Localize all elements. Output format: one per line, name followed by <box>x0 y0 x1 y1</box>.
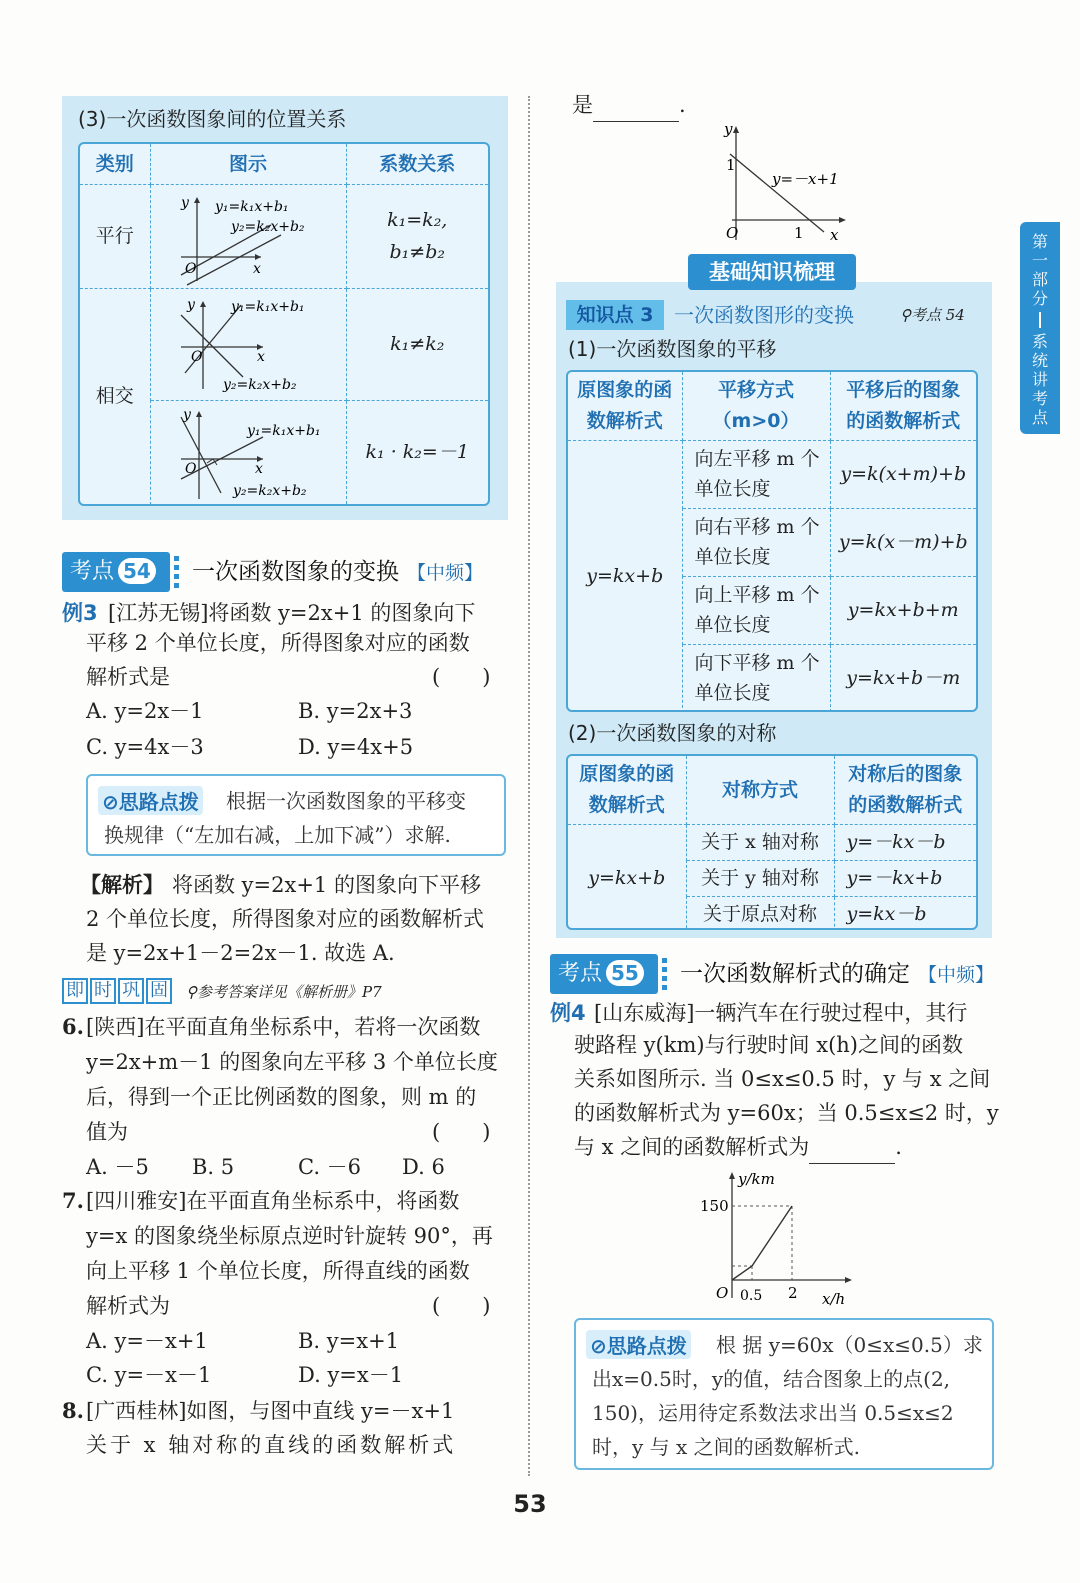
shift-way-up: 向上平移 m 个 单位长度 <box>682 576 830 644</box>
ex3-opt-d: D. y=4x+5 <box>298 735 414 759</box>
graph-label-1: y₁=k₁x+b₁ <box>214 198 289 215</box>
hint1-line-1: 根据一次函数图象的平移变 <box>226 789 466 813</box>
q6-opt-a: A. －5 <box>86 1155 149 1179</box>
graph3-o: O <box>184 460 196 477</box>
rel-fig-intersect <box>150 288 346 400</box>
rel-cat-parallel: 平行 <box>80 184 150 288</box>
graph2-x: x <box>256 348 265 365</box>
jishi-char-2: 时 <box>90 978 116 1004</box>
q7-line-4: 解析式为 <box>86 1294 170 1318</box>
kaodian-title: 一次函数图象的变换 【中频】 <box>192 559 484 585</box>
shift-res-left: y=k(x+m)+b <box>830 440 976 508</box>
graph2-label-1: y₁=k₁x+b₁ <box>230 298 305 315</box>
rel-fig-perp <box>150 400 346 504</box>
g2-05: 0.5 <box>740 1288 763 1304</box>
graph-o: O <box>184 260 196 277</box>
q6-line-3: 后，得到一个正比例函数的图象，则 m 的 <box>86 1085 477 1109</box>
zsd3-tag: 知识点 3 <box>566 300 664 330</box>
zsd3-ref: ⚲考点 54 <box>900 306 965 324</box>
q6-paren: ( ) <box>432 1120 491 1144</box>
q7-paren: ( ) <box>432 1294 491 1318</box>
relation-table <box>78 142 490 506</box>
ex3-paren: ( ) <box>432 665 491 689</box>
page-number: 53 <box>513 1490 547 1518</box>
jishi-char-1: 即 <box>62 978 88 1004</box>
q8-line-1: [广西桂林]如图，与图中直线 y=－x+1 <box>86 1399 455 1423</box>
sym-orig: y=kx+b <box>568 824 686 930</box>
hint2-line-2: 出x=0.5时，y的值，结合图象上的点(2, <box>592 1367 951 1391</box>
graph3-label-2: y₂=k₂x+b₂ <box>232 482 307 499</box>
ex3-opt-c: C. y=4x－3 <box>86 735 204 759</box>
q7-opt-c: C. y=－x－1 <box>86 1363 212 1387</box>
rel-coef-parallel <box>346 184 488 288</box>
distance-time-graph <box>696 1166 866 1310</box>
p2-title: (2)一次函数图象的对称 <box>568 721 777 745</box>
q6-opt-b: B. 5 <box>192 1155 235 1179</box>
kaodian-55-header <box>550 954 995 994</box>
kaodian-num: 54 <box>118 558 156 584</box>
shift-h-way: 平移方式 （m>0） <box>682 372 830 440</box>
rel-coef-intersect: k₁≠k₂ <box>346 288 488 400</box>
q7-line-3: 向上平移 1 个单位长度，所得直线的函数 <box>86 1259 470 1283</box>
jichu-banner: 基础知识梳理 <box>688 254 856 290</box>
sym-h-way: 对称方式 <box>686 756 834 824</box>
ex4-line-1: [山东威海]一辆汽车在行驶过程中，其行 <box>594 1001 968 1025</box>
shift-way-left: 向左平移 m 个 单位长度 <box>682 440 830 508</box>
perpendicular-graph <box>151 401 347 503</box>
kaodian-tag: 考点 54 <box>62 552 170 592</box>
ex4-line-4: 的函数解析式为 y=60x；当 0.5≤x≤2 时，y <box>574 1101 999 1125</box>
graph2-label-2: y₂=k₂x+b₂ <box>222 376 297 393</box>
ex3-line-1: [江苏无锡]将函数 y=2x+1 的图象向下 <box>108 601 476 625</box>
q6-line-2: y=2x+m－1 的图象向左平移 3 个单位长度 <box>86 1050 498 1074</box>
sol-line-1: 将函数 y=2x+1 的图象向下平移 <box>172 873 481 897</box>
sym-way-y: 关于 y 轴对称 <box>686 860 834 896</box>
q6-opt-d: D. 6 <box>402 1155 445 1179</box>
hint1-line-2: 换规律（“左加右减，上加下减”）求解. <box>104 823 451 847</box>
sol-line-3: 是 y=2x+1－2=2x－1. 故选 A. <box>86 941 395 965</box>
q7-num: 7. <box>62 1188 84 1213</box>
sym-h-orig: 原图象的函 数解析式 <box>568 756 686 824</box>
sym-res-o: y=kx－b <box>846 903 927 926</box>
sidebar-b: 系统讲考点 <box>1031 332 1048 427</box>
kaodian55-title: 一次函数解析式的确定 【中频】 <box>680 961 995 987</box>
hint-box-2 <box>574 1318 994 1470</box>
q6-opt-c: C. －6 <box>298 1155 362 1179</box>
shift-table <box>566 370 978 712</box>
rel-cat-intersect: 相交 <box>80 288 150 504</box>
ex4-line-5: 与 x 之间的函数解析式为 . <box>574 1130 902 1164</box>
ex3-label: 例3 <box>62 601 98 625</box>
hint2-line-4: 时，y 与 x 之间的函数解析式. <box>592 1435 861 1459</box>
ex4-label: 例4 <box>550 1001 586 1025</box>
q8-cont: 是 . <box>572 88 686 122</box>
g2-2: 2 <box>788 1284 798 1302</box>
hint2-line-1: 根 据 y=60x（0≤x≤0.5）求 <box>716 1333 983 1357</box>
q8-blank[interactable] <box>593 98 679 122</box>
sidebar-tab <box>1020 222 1060 434</box>
g1-x: x <box>830 226 839 244</box>
graph-neg-x-plus-1 <box>712 120 872 246</box>
kaodian55-freq: 【中频】 <box>918 964 995 986</box>
ex4-line-3: 关系如图所示. 当 0≤x≤0.5 时，y 与 x 之间 <box>574 1067 991 1091</box>
g1-y: y <box>724 120 733 138</box>
ex3-line-2: 平移 2 个单位长度，所得图象对应的函数 <box>86 631 470 655</box>
jishi-char-3: 巩 <box>118 978 144 1004</box>
q6-line-1: [陕西]在平面直角坐标系中，若将一次函数 <box>86 1015 481 1039</box>
graph2-y: y <box>186 296 195 313</box>
graph3-label-1: y₁=k₁x+b₁ <box>246 422 321 439</box>
shift-way-down: 向下平移 m 个 单位长度 <box>682 644 830 712</box>
q7-opt-d: D. y=x－1 <box>298 1363 404 1387</box>
g2-ylabel: y/km <box>738 1170 775 1188</box>
graph-label-2: y₂=k₂x+b₂ <box>230 218 305 235</box>
kaodian-freq: 【中频】 <box>407 562 484 584</box>
sym-way-o: 关于原点对称 <box>686 896 834 930</box>
rel-h-cat: 类别 <box>80 144 150 184</box>
shift-h-res: 平移后的图象 的函数解析式 <box>830 372 976 440</box>
sol-line-2: 2 个单位长度，所得图象对应的函数解析式 <box>86 907 485 931</box>
g1-one-x: 1 <box>794 224 804 242</box>
shift-res-down: y=kx+b－m <box>846 667 961 690</box>
rel-fig-parallel <box>150 184 346 288</box>
g2-o: O <box>716 1284 729 1302</box>
kaodian55-tag: 考点 55 <box>550 954 658 994</box>
q8-num: 8. <box>62 1398 84 1423</box>
zsd3-title: 一次函数图形的变换 <box>674 303 854 327</box>
sym-h-res: 对称后的图象 的函数解析式 <box>834 756 976 824</box>
jishi-ref: ⚲参考答案详见《解析册》P7 <box>186 983 382 1001</box>
g1-o: O <box>726 224 739 242</box>
sidebar-a: 第一部分 <box>1031 232 1048 308</box>
rel-h-coef: 系数关系 <box>346 144 488 184</box>
parallel-graph <box>151 185 347 287</box>
graph2-o: O <box>190 348 202 365</box>
ex3-opt-b: B. y=2x+3 <box>298 699 413 723</box>
graph-y: y <box>180 194 189 211</box>
sym-res-y: y=－kx+b <box>834 860 976 896</box>
graph-x: x <box>252 260 261 277</box>
shift-way-right: 向右平移 m 个 单位长度 <box>682 508 830 576</box>
shift-h-orig: 原图象的函 数解析式 <box>568 372 682 440</box>
sym-table <box>566 754 978 930</box>
coef-parallel-a: k₁=k₂, <box>387 209 448 231</box>
rel-h-fig: 图示 <box>150 144 346 184</box>
ex4-blank[interactable] <box>809 1140 895 1164</box>
ex3-line-3: 解析式是 <box>86 665 170 689</box>
q7-line-2: y=x 的图象绕坐标原点逆时针旋转 90°，再 <box>86 1224 493 1248</box>
hint-label: ⊘思路点拨 <box>98 786 203 815</box>
hint2-label: ⊘思路点拨 <box>586 1330 691 1359</box>
rel-coef-perp: k₁ · k₂=－1 <box>365 441 469 464</box>
kaodian-dots <box>174 556 179 588</box>
ex4-line-2: 驶路程 y(km)与行驶时间 x(h)之间的函数 <box>574 1033 963 1057</box>
g1-label: y=－x+1 <box>772 170 839 188</box>
q6-line-4: 值为 <box>86 1120 128 1144</box>
graph3-y: y <box>182 406 191 423</box>
g2-xlabel: x/h <box>822 1290 846 1308</box>
sym-way-x: 关于 x 轴对称 <box>686 824 834 860</box>
column-divider <box>528 96 530 1476</box>
graph3-x: x <box>254 460 263 477</box>
jishi-gonggu <box>62 978 172 1006</box>
hint-box-1 <box>86 774 506 856</box>
shift-orig: y=kx+b <box>568 440 682 712</box>
q8-line-2: 关于 x 轴对称的直线的函数解析式 <box>86 1433 457 1457</box>
kaodian55-num: 55 <box>606 960 644 986</box>
q7-opt-a: A. y=－x+1 <box>86 1329 208 1353</box>
intersect-graph <box>151 289 347 399</box>
hint2-line-3: 150)，运用待定系数法求出当 0.5≤x≤2 <box>592 1401 954 1425</box>
jishi-char-4: 固 <box>146 978 172 1004</box>
q7-line-1: [四川雅安]在平面直角坐标系中，将函数 <box>86 1189 460 1213</box>
sol-label: 【解析】 <box>80 872 164 897</box>
kaodian-54-header <box>62 552 502 592</box>
p1-title: (1)一次函数图象的平移 <box>568 337 777 361</box>
g1-one-y: 1 <box>726 156 736 174</box>
sym-res-x: y=－kx－b <box>834 824 976 860</box>
coef-parallel-b: b₁≠b₂ <box>389 241 445 263</box>
section3-title: (3)一次函数图象间的位置关系 <box>78 107 347 131</box>
shift-res-up: y=kx+b+m <box>830 576 976 644</box>
g2-150: 150 <box>700 1197 729 1215</box>
ex3-opt-a: A. y=2x－1 <box>86 699 204 723</box>
kaodian55-dots <box>662 958 667 990</box>
shift-res-right: y=k(x－m)+b <box>830 508 976 576</box>
q7-opt-b: B. y=x+1 <box>298 1329 400 1353</box>
q6-num: 6. <box>62 1014 84 1039</box>
